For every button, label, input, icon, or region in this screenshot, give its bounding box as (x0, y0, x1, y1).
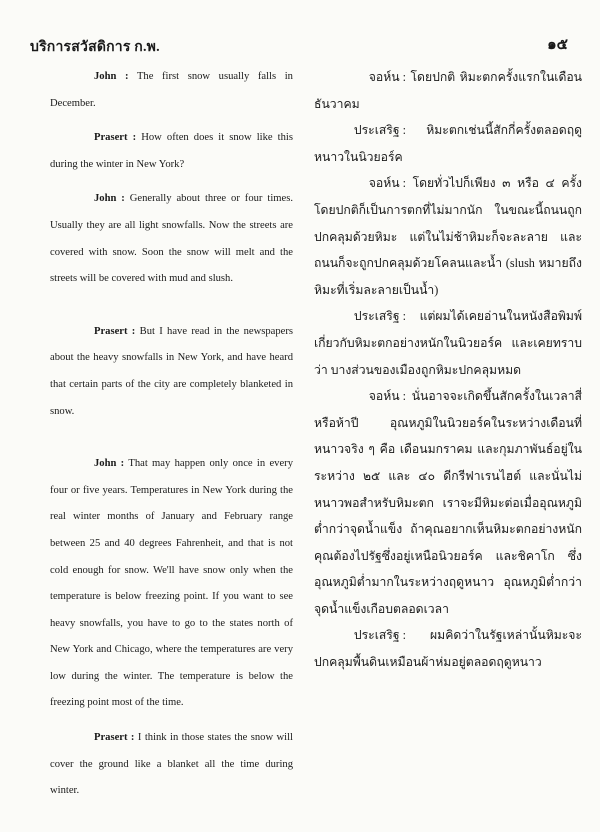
english-column (50, 64, 293, 805)
dialogue-text: หิมะตกเช่นนี้สักกี่ครั้งตลอดฤดูหนาวในนิวยอร์ค (314, 123, 582, 164)
speaker-label: Prasert : (94, 732, 135, 744)
thai-paragraph (314, 117, 582, 170)
dialogue-text: But I have read in the newspapers about the heavy snowfalls in New York, and have heard that certain parts of the city are completely blanketed in snow. (50, 325, 294, 417)
english-paragraph (50, 725, 293, 805)
english-paragraph (50, 64, 293, 117)
dialogue-text: แต่ผมได้เคยอ่านในหนังสือพิมพ์เกี่ยวกับหิมะตกอย่างหนักในนิวยอร์ค และเคยทราบว่า บางส่วนของเมืองถูกหิมะปกคลุมหมด (314, 309, 582, 377)
english-paragraph (50, 125, 293, 178)
dialogue-text: โดยปกติ หิมะตกครั้งแรกในเดือนธันวาคม (314, 70, 583, 111)
thai-paragraph (314, 64, 582, 117)
speaker-label: จอห์น : (368, 389, 406, 404)
speaker-label: จอห์น : (368, 176, 406, 191)
speaker-label: John : (94, 193, 125, 205)
dialogue-text: Generally about three or four times. Usually they are all light snowfalls. Now the streets are covered with snow. Soon the snow will melt and the streets will be covered with mud and slush. (50, 193, 293, 285)
dialogue-text: โดยทั่วไปก็เพียง ๓ หรือ ๔ ครั้ง โดยปกติก็เป็นการตกที่ไม่มากนัก ในขณะนี้ถนนถูกปกคลุมด้วยหิมะ แต่ในไม่ช้าหิมะก็จะละลาย และถนนก็จะถูกปกคลุมด้วยโคลนและน้ำ (slush หมายถึงหิมะที่เริ่มละลายเป็นน้ำ) (314, 176, 582, 297)
english-paragraph (50, 451, 293, 717)
running-header: บริการสวัสดิการ ก.พ. (30, 40, 160, 55)
speaker-label: John : (94, 71, 129, 82)
dialogue-text: ผมคิดว่าในรัฐเหล่านั้นหิมะจะปกคลุมพื้นดินเหมือนผ้าห่มอยู่ตลอดฤดูหนาว (314, 628, 582, 670)
english-paragraph (50, 186, 293, 292)
thai-column (314, 64, 582, 676)
dialogue-text: นั่นอาจจะเกิดขึ้นสักครั้งในเวลาสี่หรือห้าปี อุณหภูมิในนิวยอร์คในระหว่างเดือนที่หนาวจริง ๆ คือ เดือนมกราคม และกุมภาพันธ์อยู่ในระหว่าง ๒๕ และ ๔๐ ดีกรีฟาเรนไฮต์ และนั่นไม่หนาวพอสำหรับหิมะตก เราจะมีหิมะต่อเมื่ออุณหภูมิต่ำกว่าจุดน้ำแข็ง ถ้าคุณอยากเห็นหิมะตกอย่างหนัก คุณต้องไปรัฐซึ่งอยู่เหนือนิวยอร์ค และชิคาโก ซึ่งอุณหภูมิต่ำมากในระหว่างฤดูหนาว อุณหภูมิต่ำกว่าจุดน้ำแข็งเกือบตลอดเวลา (314, 389, 582, 616)
thai-paragraph (314, 303, 582, 383)
speaker-label: ประเสริฐ : (353, 123, 406, 138)
speaker-label: ประเสริฐ : (353, 309, 406, 324)
speaker-label: John : (94, 458, 125, 470)
speaker-label: ประเสริฐ : (353, 628, 406, 643)
thai-paragraph (314, 170, 582, 303)
dialogue-text: That may happen only once in every four or five years. Temperatures in New York during the real winter months of January and February range between 25 and 40 degrees Fahrenheit, and that is not cold enough for snow. We'll have snow only when the temperature is below freezing point. If you want to see heavy snowfalls, you have to go to the states north of New York and Chicago, where the temperatures are very low during the winter. The temperature is below the freezing point most of the time. (50, 458, 294, 709)
dialogue-text: The first snow usually falls in December. (50, 71, 293, 109)
thai-paragraph (314, 383, 582, 622)
speaker-label: Prasert : (94, 132, 137, 144)
thai-paragraph (314, 622, 582, 675)
speaker-label: Prasert : (94, 325, 136, 337)
dialogue-text: I think in those states the snow will cover the ground like a blanket all the time during winter. (50, 732, 293, 797)
page-number: ๑๕ (547, 37, 568, 53)
english-paragraph (50, 319, 293, 425)
speaker-label: จอห์น : (368, 70, 406, 84)
dialogue-text: How often does it snow like this during the winter in New York? (50, 132, 293, 170)
